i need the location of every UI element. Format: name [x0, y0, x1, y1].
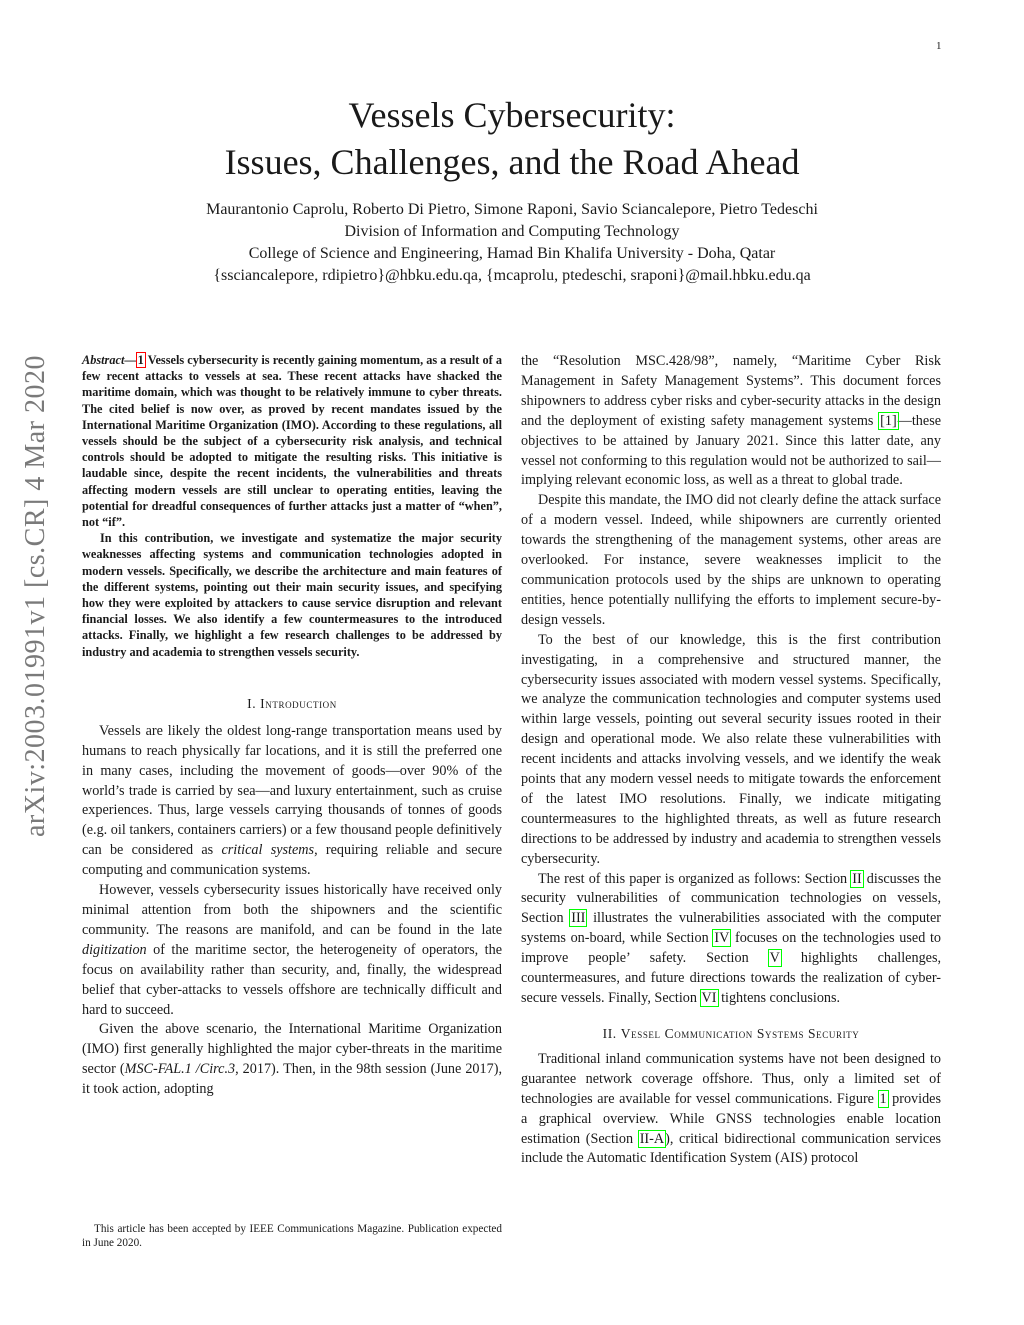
- section-link-ii-a[interactable]: II-A: [639, 1130, 665, 1147]
- intro-p3-b: , 2017). Then, in the 98th session (June 2017), it took action, adopting: [82, 1061, 502, 1098]
- title-line-1: Vessels Cybersecurity:: [348, 95, 676, 135]
- author-emails: {ssciancalepore, rdipietro}@hbku.edu.qa, {mcaprolu, ptedeschi, sraponi}@mail.hbku.edu.qa: [213, 267, 811, 284]
- footnote: This article has been accepted by IEEE Communications Magazine. Publication expected in June 2020.: [82, 1223, 502, 1249]
- figure-link-1[interactable]: 1: [879, 1090, 887, 1107]
- right-p4-d: focuses on the technologies used to improve people’ safety. Section: [521, 930, 941, 967]
- section-link-vi[interactable]: VI: [701, 990, 717, 1006]
- intro-p1-emphasis: critical systems: [221, 842, 315, 859]
- page-number: 1: [936, 40, 942, 52]
- intro-p1-end: , requiring reliable and secure computing and communication systems.: [82, 842, 502, 879]
- right-p1-a: the “Resolution MSC.428/98”, namely, “Maritime Cyber Risk Management in Safety Management Systems”. This document forces shipowners to address cyber risks and cyber-security attacks in the design and the deployment of existing safety management systems: [521, 353, 941, 429]
- right-paragraph-4: [521, 870, 941, 1009]
- intro-paragraph-2: [82, 881, 502, 1020]
- paper-title: [0, 92, 1024, 186]
- right-paragraph-5: [521, 1050, 941, 1169]
- author-names: Maurantonio Caprolu, Roberto Di Pietro, Simone Raponi, Savio Sciancalepore, Pietro Tedeschi: [206, 201, 818, 218]
- author-block: [0, 199, 1024, 287]
- abstract-paragraph-2: In this contribution, we investigate and systematize the major security weaknesses affecting systems and communication technologies adopted in modern vessels. Specifically, we describe the architecture and main features of the different systems, pointing out their main security issues, and specifying how they were exploited by attackers to cause service disruption and relevant financial losses. We also identify a few countermeasures to the introduced attacks. Finally, we highlight a few research challenges to be addressed by industry and academia to strengthen vessels security.: [82, 531, 502, 659]
- abstract-text-1: Vessels cybersecurity is recently gaining momentum, as a result of a few recent attacks to vessels at sea. These recent attacks have shacked the maritime domain, which was thought to be relatively immune to cyber threats. The cited belief is now over, as proved by recent mandates issued by the International Maritime Organization (IMO). According to these regulations, all vessels should be the subject of a cybersecurity risk analysis, and technical controls should be adopted to mitigate the resulting risks. This initiative is laudable since, despite the recent incidents, the vulnerabilities and threats affecting modern vessels are still unclear to operating entities, leaving the potential for dreadful consequences of further attacks just a matter of “when”, not “if”.: [82, 353, 502, 530]
- section-heading-introduction: [82, 696, 502, 712]
- right-paragraph-2: Despite this mandate, the IMO did not clearly define the attack surface of a modern vessel. Indeed, while shipowners are currently oriented towards the strengthening of the management systems, other areas are overlooked. For instance, severe weaknesses implicit to the communication protocols used by the ships are unknown to operating entities, hence potentially nullifying the efforts to implement secure-by-design vessels.: [521, 492, 941, 628]
- intro-p2-emphasis: digitization: [82, 941, 147, 958]
- section-numeral: I.: [247, 695, 257, 711]
- right-p1-b: —these objectives to be attained by January 2021. Since this latter date, any vessel not conforming to this regulation would not be authorized to sail—implying relevant economic loss, as well as a threat to global trade.: [521, 412, 942, 489]
- right-p4-f: tightens conclusions.: [721, 990, 841, 1006]
- intro-paragraph-1: [82, 722, 502, 881]
- right-p5-a: Traditional inland communication systems have not been designed to guarantee network coverage offshore. Thus, only a limited set of technologies are available for vessel communications. Figure: [521, 1050, 941, 1107]
- intro-p3-emphasis: MSC-FAL.1 /Circ.3: [124, 1061, 236, 1078]
- author-college: College of Science and Engineering, Hamad Bin Khalifa University - Doha, Qatar: [248, 245, 776, 262]
- section-link-ii[interactable]: II: [852, 870, 862, 887]
- arxiv-stamp: arXiv:2003.01991v1 [cs.CR] 4 Mar 2020: [20, 355, 51, 838]
- right-p5-c: ), critical bidirectional communication services include the Automatic Identification System (AIS) protocol: [521, 1130, 942, 1167]
- citation-link-1[interactable]: [1]: [880, 412, 897, 429]
- author-division: Division of Information and Computing Technology: [344, 223, 680, 240]
- section2-numeral: II.: [602, 1025, 617, 1041]
- section-title: Introduction: [260, 695, 337, 711]
- abstract-paragraph-1: [82, 352, 502, 530]
- section-heading-vessel-communication: [521, 1026, 941, 1042]
- abstract-label: Abstract: [82, 353, 125, 367]
- section-link-v[interactable]: V: [769, 950, 780, 967]
- intro-p3-a: Given the above scenario, the International Maritime Organization (IMO) first generally highlighted the major cyber-threats in the maritime sector (: [82, 1021, 502, 1078]
- intro-p2-b: of the maritime sector, the heterogeneity of operators, the focus on availability rather than security, and, finally, the widespread belief that cyber-attacks to vessels offshore are technically difficult and hard to succeed.: [82, 941, 503, 1018]
- abstract-dash: —: [124, 353, 137, 367]
- intro-paragraph-3: [82, 1020, 502, 1100]
- section-link-iv[interactable]: IV: [714, 930, 730, 947]
- left-column: [82, 352, 502, 1100]
- right-p4-a: The rest of this paper is organized as follows: Section: [538, 870, 848, 887]
- title-line-2: Issues, Challenges, and the Road Ahead: [224, 142, 800, 182]
- right-p5-b: provides a graphical overview. While GNSS technologies enable location estimation (Section: [521, 1090, 942, 1147]
- section-link-iii[interactable]: III: [571, 910, 586, 927]
- right-p4-c: illustrates the vulnerabilities associated with the computer systems on-board, while Section: [521, 910, 942, 947]
- right-p4-b: discusses the security vulnerabilities of communication technologies on vessels, Section: [521, 870, 942, 927]
- right-p4-e: highlights challenges, countermeasures, and future directions towards the realization of cyber-secure vessels. Finally, Section: [521, 950, 942, 1006]
- right-paragraph-1: [521, 352, 941, 491]
- intro-p2-a: However, vessels cybersecurity issues historically have received only minimal attention from both the shipowners and the scientific community. The reasons are manifold, and can be found in the late: [82, 882, 502, 938]
- section2-title: Vessel Communication Systems Security: [620, 1025, 860, 1041]
- footnote-marker[interactable]: 1: [137, 353, 144, 367]
- right-paragraph-3: To the best of our knowledge, this is the first contribution investigating, in a comprehensive and structured manner, the cybersecurity issues associated with modern vessel systems. Specifically, we analyze the communication technologies and computer systems used within large vessels, pointing out several security issues rooted in their design and operational mode. We also relate these vulnerabilities with recent incidents and attacks involving vessels, and we identify the weak points that any modern vessel needs to mitigate towards the enforcement of the latest IMO resolutions. Finally, we indicate mitigating countermeasures to the highlighted threats, as well as future research directions to be addressed by industry and academia to strengthen vessels cybersecurity.: [521, 631, 941, 867]
- right-column: [521, 352, 941, 1169]
- intro-p1-text: Vessels are likely the oldest long-range transportation means used by humans to reach physically far locations, and it is still the preferred one in many cases, including the movement of goods—over 90% of the world’s trade is carried by sea—and luxury entertainment, such as cruise experiences. Thus, large vessels carrying thousands of tonnes of goods (e.g. oil tankers, containers carriers) or a few thousand people definitively can be considered as: [82, 722, 502, 859]
